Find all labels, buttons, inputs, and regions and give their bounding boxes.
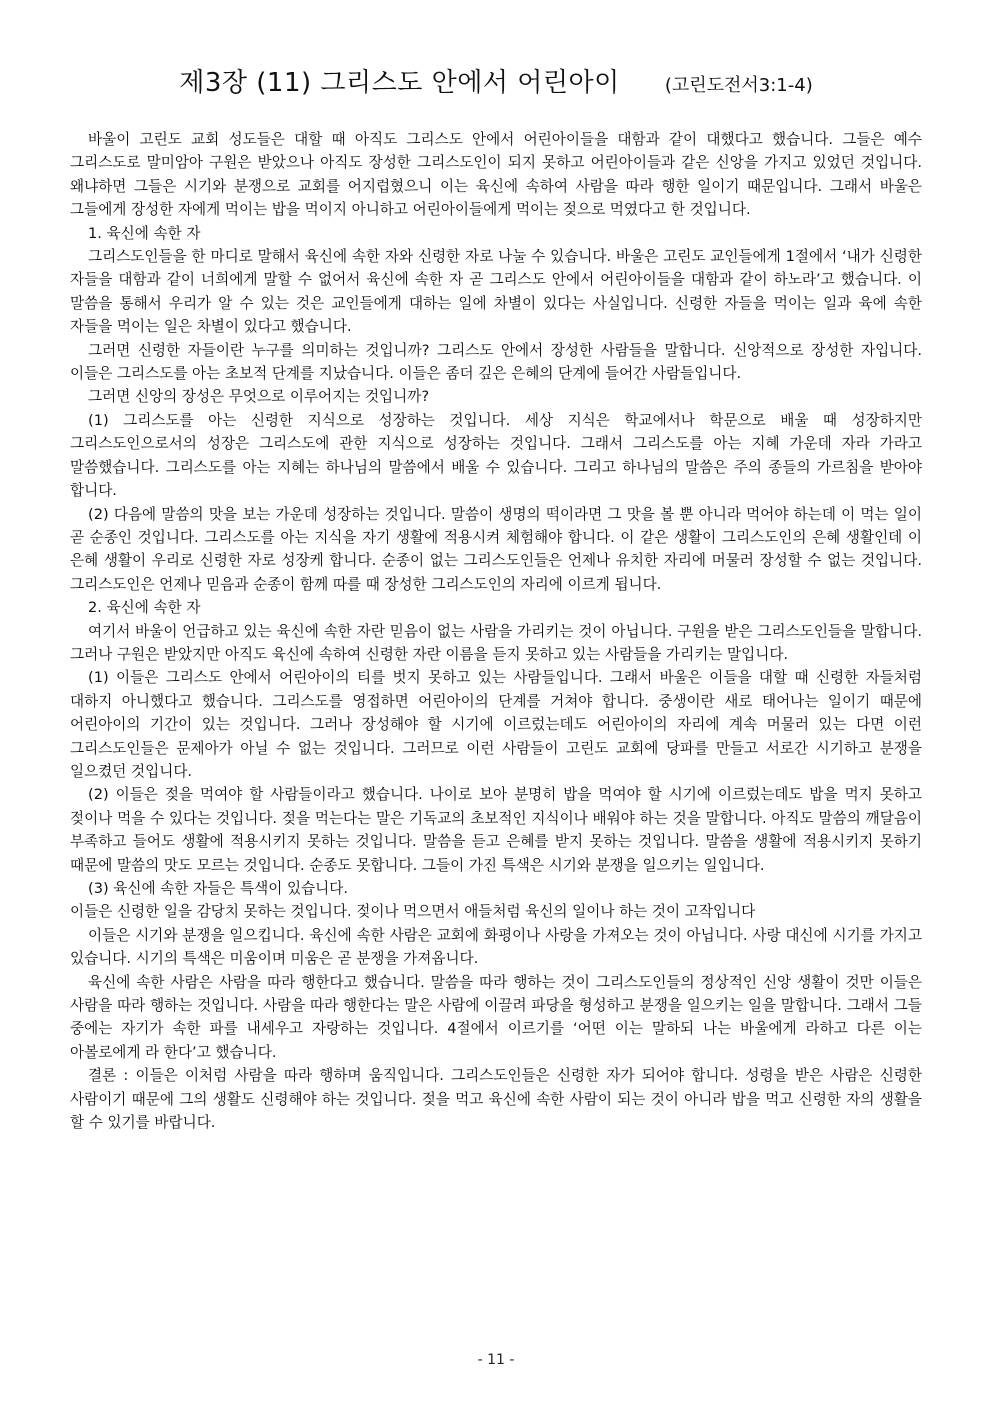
paragraph: (2) 다음에 말씀의 맛을 보는 가운데 성장하는 것입니다. 말씀이 생명의 떡이라면 그 맛을 볼 뿐 아니라 먹어야 하는데 이 먹는 일이 곧 순종인 것입니다. 그리스도를 아는 지식을 자기 생활에 적용시켜 체험해야 합니다. 이 같은 생활이 그리스도인의 은혜 생활인데 이 은혜 생활이 우리로 신령한 자로 성장케 합니다. 순종이 없는 그리스도인들은 언제나 유치한 자리에 머물러 장성할 수 없는 것입니다. 그리스도인은 언제나 믿음과 순종이 함께 따를 때 장성한 그리스도인의 자리에 이르게 됩니다. (70, 505, 922, 593)
chapter-title: 제3장 (11) 그리스도 안에서 어린아이 (179, 68, 620, 98)
title-row (0, 62, 992, 99)
paragraph: (1) 그리스도를 아는 신령한 지식으로 성장하는 것입니다. 세상 지식은 학교에서나 학문으로 배울 때 성장하지만 그리스도인으로서의 성장은 그리스도에 관한 지식으로 성장하는 것입니다. 그래서 그리스도를 아는 지혜 가운데 자라 가라고 말씀했습니다. 그리스도를 아는 지혜는 하나님의 말씀에서 배울 수 있습니다. 그리고 하나님의 말씀은 주의 종들의 가르침을 받아야 합니다. (70, 411, 922, 500)
page-number: - 11 - (477, 1352, 515, 1368)
paragraph: (3) 육신에 속한 자들은 특색이 있습니다. (88, 880, 348, 897)
paragraph: 그러면 신령한 자들이란 누구를 의미하는 것입니까? 그리스도 안에서 장성한 사람들을 말합니다. 신앙적으로 장성한 자입니다. 이들은 그리스도를 아는 초보적 단계를 지났습니다. 이들은 좀더 깊은 은혜의 단계에 들어간 사람들입니다. (70, 341, 922, 383)
paragraph: (2) 이들은 젖을 먹여야 할 사람들이라고 했습니다. 나이로 보아 분명히 밥을 먹여야 할 시기에 이르렀는데도 밥을 먹지 못하고 젖이나 먹을 수 있다는 것입니다. 젖을 먹는다는 말은 기독교의 초보적인 지식이나 배워야 하는 것을 말합니다. 아직도 말씀의 깨달음이 부족하고 들어도 생활에 적용시키지 못하는 것입니다. 말씀을 듣고 은혜를 받지 못하는 것입니다. 말씀을 생활에 적용시키지 못하기 때문에 말씀의 맛도 모르는 것입니다. 순종도 못합니다. 그들이 가진 특색은 시기와 분쟁을 일으키는 일입니다. (70, 786, 922, 874)
scripture-reference: (고린도전서3:1-4) (664, 75, 813, 96)
paragraph: 이들은 신령한 일을 감당치 못하는 것입니다. 젖이나 먹으면서 애들처럼 육신의 일이나 하는 것이 고작입니다 (70, 903, 756, 921)
paragraph: 그리스도인들을 한 마디로 말해서 육신에 속한 자와 신령한 자로 나눌 수 있습니다. 바울은 고린도 교인들에게 1절에서 ‘내가 신령한 자들을 대함과 같이 너희에게 말할 수 없어서 육신에 속한 자 곧 그리스도 안에서 어린아이들을 대함과 같이 하노라’고 했습니다. 이 말씀을 통해서 우리가 알 수 있는 것은 교인들에게 대하는 일에 차별이 있다는 사실입니다. 신령한 자들을 먹이는 일과 육에 속한 자들을 먹이는 일은 차별이 있다고 했습니다. (70, 248, 922, 336)
section-heading: 2. 육신에 속한 자 (88, 599, 201, 617)
paragraph: 이들은 시기와 분쟁을 일으킵니다. 육신에 속한 사람은 교회에 화평이나 사랑을 가져오는 것이 아닙니다. 사랑 대신에 시기를 가지고 있습니다. 시기의 특색은 미움이며 미움은 곧 분쟁을 가져옵니다. (70, 926, 922, 968)
section-heading: 1. 육신에 속한 자 (88, 224, 201, 242)
paragraph: 바울이 고린도 교회 성도들은 대할 때 아직도 그리스도 안에서 어린아이들을 대함과 같이 대했다고 했습니다. 그들은 예수 그리스도로 말미암아 구원은 받았으나 아직도 장성한 그리스도인이 되지 못하고 어린아이들과 같은 신앙을 가지고 있었던 것입니다. 왜냐하면 그들은 시기와 분쟁으로 교회를 어지럽혔으니 이는 육신에 속하여 사람을 따라 행한 일이기 때문입니다. 그래서 바울은 그들에게 장성한 자에게 먹이는 밥을 먹이지 아니하고 어린아이들에게 먹이는 젖으로 먹였다고 한 것입니다. (70, 131, 922, 219)
body-text (70, 128, 922, 1134)
paragraph: (1) 이들은 그리스도 안에서 어린아이의 티를 벗지 못하고 있는 사람들입니다. 그래서 바울은 이들을 대할 때 신령한 자들처럼 대하지 아니했다고 했습니다. 그리스도를 영접하면 어린아이의 단계를 거쳐야 합니다. 중생이란 새로 태어나는 일이기 때문에 어린아이의 기간이 있는 것입니다. 그러나 장성해야 할 시기에 이르렀는데도 어린아이의 자리에 계속 머물러 있는 다면 이런 그리스도인들은 문제아가 아닐 수 없는 것입니다. 그러므로 이런 사람들이 고린도 교회에 당파를 만들고 서로간 시기하고 분쟁을 일으켰던 것입니다. (70, 669, 922, 780)
paragraph: 육신에 속한 사람은 사람을 따라 행한다고 했습니다. 말씀을 따라 행하는 것이 그리스도인들의 정상적인 신앙 생활이 것만 이들은 사람을 따라 행하는 것입니다. 사람을 따라 행한다는 말은 사람에 이끌려 파당을 형성하고 분쟁을 일으키는 일을 말합니다. 그래서 그들 중에는 자기가 속한 파를 내세우고 자랑하는 것입니다. 4절에서 이르기를 ‘어떤 이는 말하되 나는 바울에게 라하고 다른 이는 아볼로에게 라 한다’고 했습니다. (70, 973, 922, 1061)
paragraph: 그러면 신앙의 장성은 무엇으로 이루어지는 것입니까? (88, 388, 430, 406)
conclusion-paragraph: 결론 : 이들은 이처럼 사람을 따라 행하며 움직입니다. 그리스도인들은 신령한 자가 되어야 합니다. 성령을 받은 사람은 신령한 사람이기 때문에 그의 생활도 신령해야 하는 것입니다. 젖을 먹고 육신에 속한 사람이 되는 것이 아니라 밥을 먹고 신령한 자의 생활을 할 수 있기를 바랍니다. (70, 1067, 922, 1132)
paragraph: 여기서 바울이 언급하고 있는 육신에 속한 자란 믿음이 없는 사람을 가리키는 것이 아닙니다. 구원을 받은 그리스도인들을 말합니다. 그러나 구원은 받았지만 아직도 육신에 속하여 신령한 자란 이름을 듣지 못하고 있는 사람들을 가리키는 말입니다. (70, 622, 922, 663)
